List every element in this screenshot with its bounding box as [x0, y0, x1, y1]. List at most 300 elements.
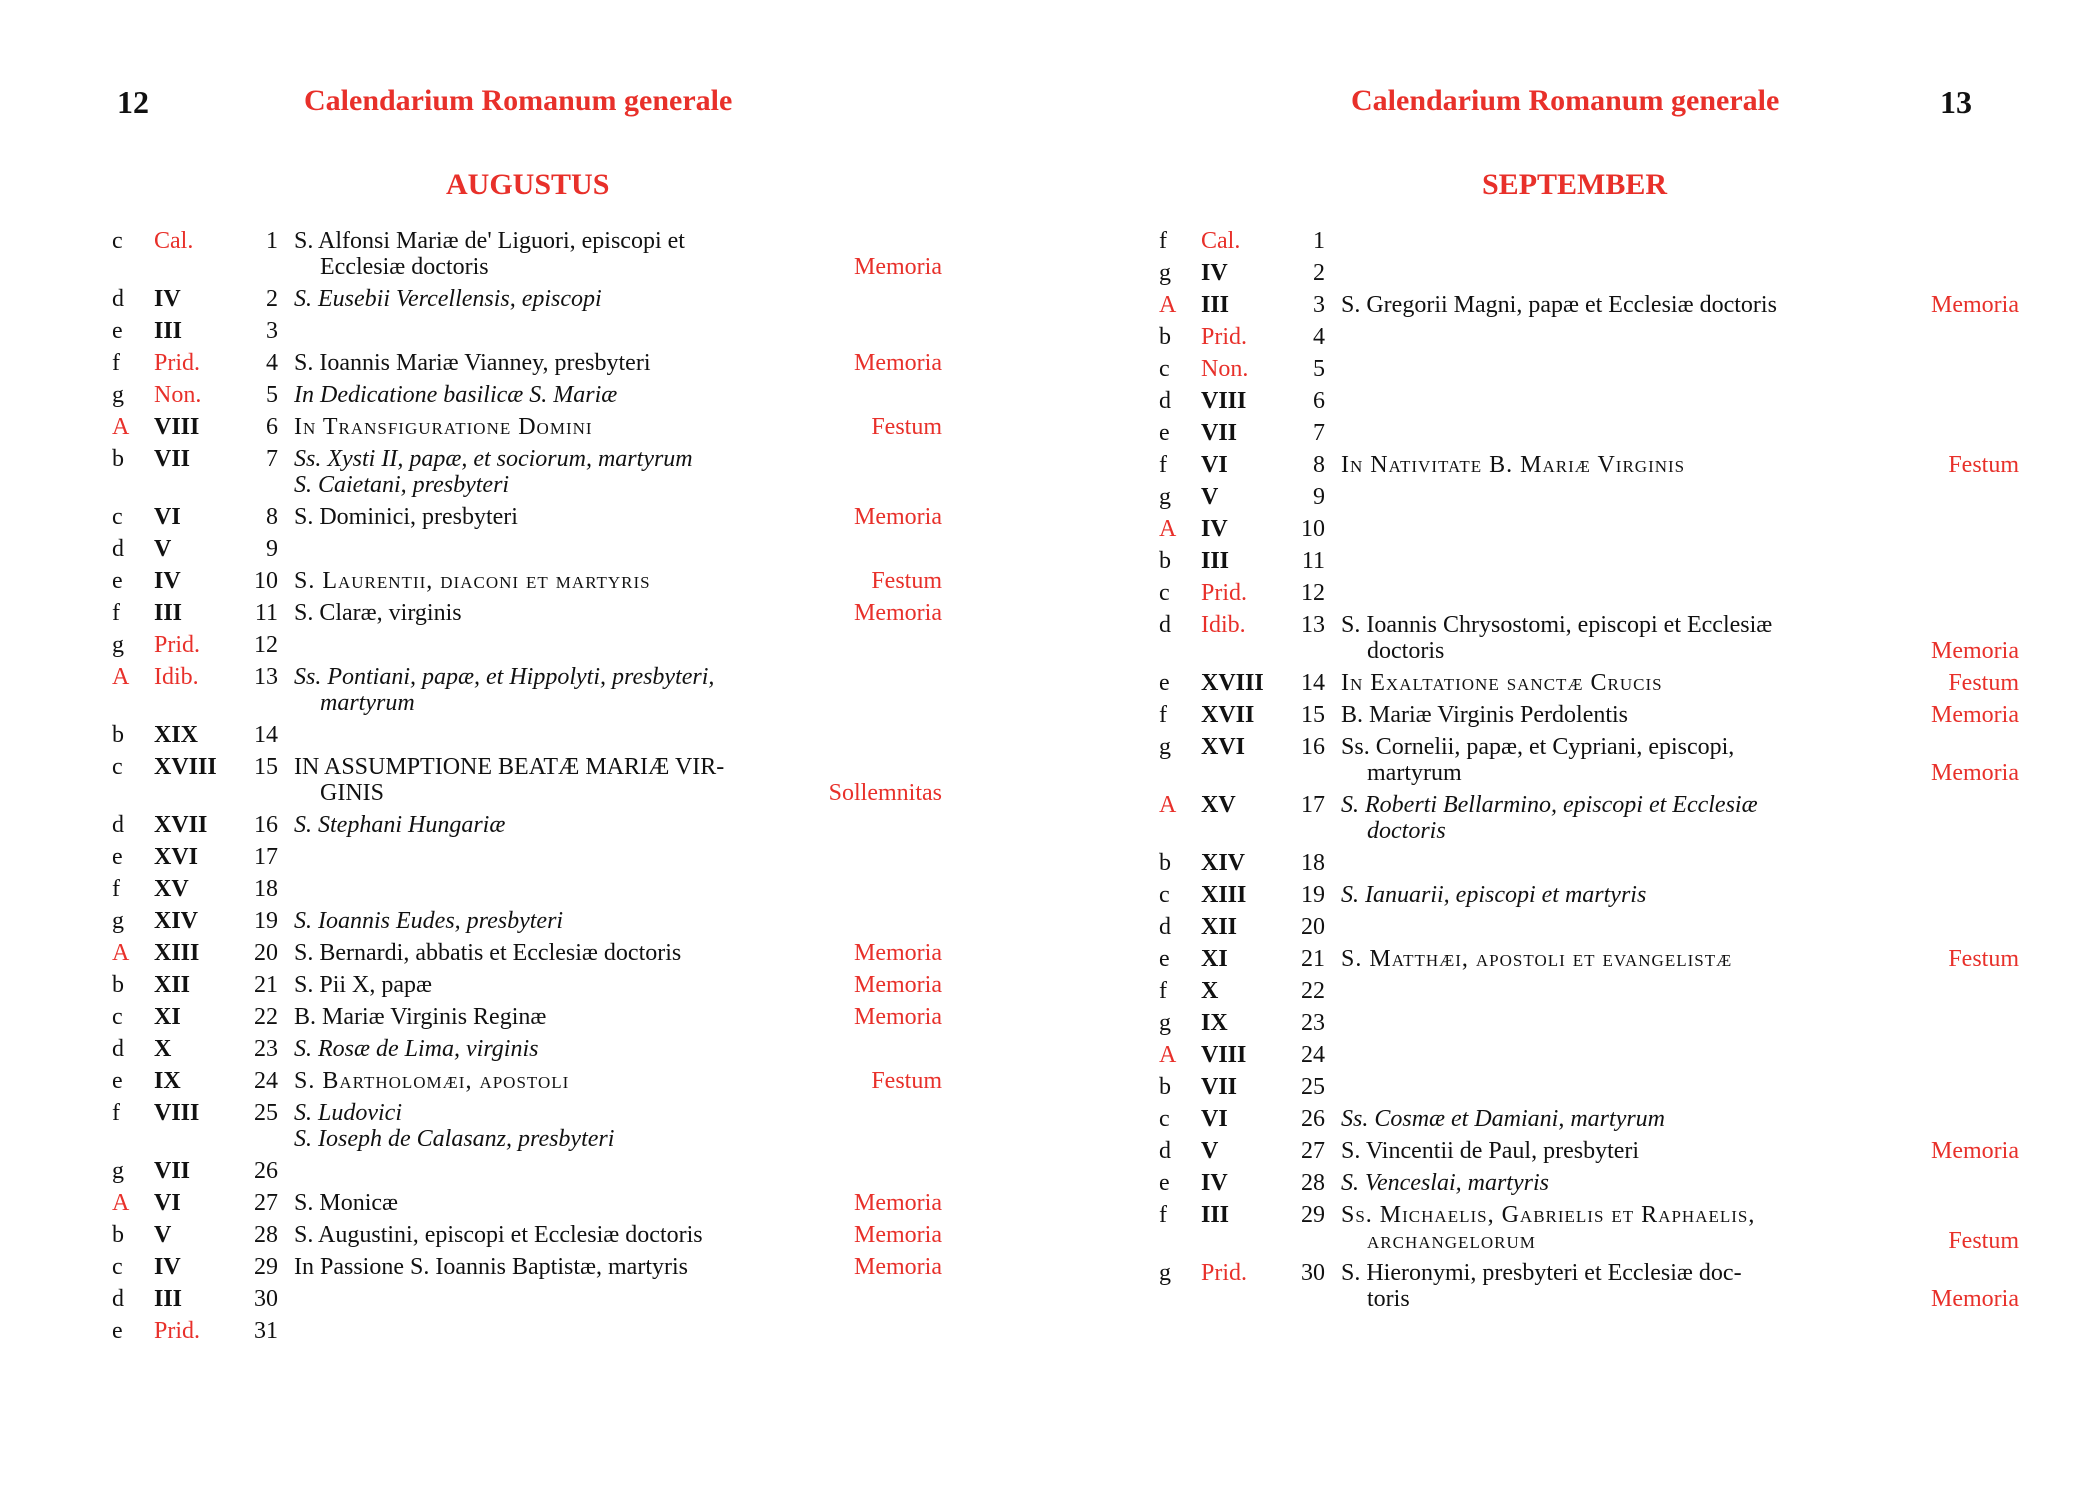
day-number: 23 — [254, 1036, 278, 1062]
dominical-letter: A — [1159, 292, 1177, 318]
rank-label: Festum — [1948, 452, 2019, 478]
calendar-row — [1159, 580, 2019, 612]
calendar-row — [1159, 792, 2019, 850]
dominical-letter: g — [112, 1158, 124, 1184]
dominical-letter: A — [112, 664, 130, 690]
celebration-line: S. Bernardi, abbatis et Ecclesiæ doctoris — [294, 940, 682, 966]
calendar-row — [112, 664, 942, 722]
roman-date: III — [154, 318, 183, 344]
day-number: 28 — [1301, 1170, 1325, 1196]
roman-date: XIII — [1201, 882, 1247, 908]
day-number: 16 — [254, 812, 278, 838]
roman-date: IX — [1201, 1010, 1228, 1036]
dominical-letter: c — [1159, 356, 1170, 382]
dominical-letter: d — [112, 1036, 124, 1062]
celebration-text — [1341, 702, 1879, 728]
calendar-row — [1159, 1138, 2019, 1170]
roman-date: IV — [154, 568, 181, 594]
dominical-letter: f — [1159, 978, 1167, 1004]
rank-label: Festum — [871, 568, 942, 594]
roman-date: VI — [154, 504, 181, 530]
day-number: 1 — [1313, 228, 1325, 254]
calendar-row — [1159, 850, 2019, 882]
roman-date: IV — [154, 1254, 181, 1280]
celebration-text — [294, 1004, 792, 1030]
celebration-text — [294, 350, 792, 376]
celebration-line: S. Pii X, papæ — [294, 972, 433, 998]
day-number: 17 — [254, 844, 278, 870]
dominical-letter: b — [1159, 850, 1171, 876]
roman-date: Prid. — [154, 350, 201, 376]
day-number: 9 — [266, 536, 278, 562]
calendar-row — [112, 1318, 942, 1350]
rank-label: Festum — [871, 414, 942, 440]
dominical-letter: f — [1159, 702, 1167, 728]
celebration-line: Ss. Cornelii, papæ, et Cypriani, episcopi, — [1341, 734, 1735, 760]
celebration-line: S. Claræ, virginis — [294, 600, 462, 626]
calendar-row — [112, 414, 942, 446]
celebration-text — [294, 1222, 792, 1248]
roman-date: XVII — [1201, 702, 1255, 728]
rank-label: Memoria — [854, 350, 942, 376]
celebration-line: S. Bartholomæi, apostoli — [294, 1068, 570, 1094]
celebration-text — [294, 504, 792, 530]
roman-date: VI — [154, 1190, 181, 1216]
roman-date: Prid. — [1201, 1260, 1248, 1286]
dominical-letter: b — [1159, 324, 1171, 350]
day-number: 18 — [1301, 850, 1325, 876]
dominical-letter: A — [112, 1190, 130, 1216]
calendar-row — [112, 876, 942, 908]
calendar-row — [1159, 670, 2019, 702]
day-number: 15 — [254, 754, 278, 780]
roman-date: VII — [154, 1158, 191, 1184]
celebration-line: doctoris — [1367, 818, 1446, 844]
dominical-letter: g — [1159, 484, 1171, 510]
celebration-line: S. Laurentii, diaconi et martyris — [294, 568, 651, 594]
roman-date: III — [154, 1286, 183, 1312]
dominical-letter: g — [1159, 1260, 1171, 1286]
calendar-row — [112, 1100, 942, 1158]
month-heading: SEPTEMBER — [1482, 168, 1668, 201]
dominical-letter: e — [1159, 420, 1170, 446]
celebration-line: S. Stephani Hungariæ — [294, 812, 506, 838]
calendar-row — [112, 722, 942, 754]
dominical-letter: g — [1159, 1010, 1171, 1036]
day-number: 10 — [254, 568, 278, 594]
rank-label: Memoria — [854, 972, 942, 998]
calendar-row — [112, 504, 942, 536]
rank-label: Festum — [1948, 670, 2019, 696]
dominical-letter: g — [1159, 734, 1171, 760]
day-number: 8 — [266, 504, 278, 530]
day-number: 18 — [254, 876, 278, 902]
celebration-line: S. Ioannis Mariæ Vianney, presbyteri — [294, 350, 651, 376]
roman-date: XVII — [154, 812, 208, 838]
calendar-row — [112, 632, 942, 664]
calendar-row — [112, 1254, 942, 1286]
celebration-text — [294, 940, 792, 966]
dominical-letter: d — [112, 812, 124, 838]
dominical-letter: f — [1159, 228, 1167, 254]
calendar-table — [1159, 228, 2019, 1318]
roman-date: X — [154, 1036, 172, 1062]
roman-date: XIX — [154, 722, 199, 748]
day-number: 20 — [254, 940, 278, 966]
dominical-letter: A — [1159, 516, 1177, 542]
day-number: 25 — [254, 1100, 278, 1126]
roman-date: VI — [1201, 452, 1228, 478]
running-title: Calendarium Romanum generale — [1351, 84, 1780, 117]
celebration-line: S. Ioseph de Calasanz, presbyteri — [294, 1126, 615, 1152]
celebration-line: S. Dominici, presbyteri — [294, 504, 518, 530]
celebration-text — [1341, 1202, 1879, 1254]
day-number: 22 — [1301, 978, 1325, 1004]
calendar-row — [1159, 702, 2019, 734]
roman-date: III — [1201, 548, 1230, 574]
day-number: 6 — [266, 414, 278, 440]
roman-date: XVIII — [154, 754, 217, 780]
celebration-line: In Dedicatione basilicæ S. Mariæ — [294, 382, 618, 408]
day-number: 4 — [266, 350, 278, 376]
day-number: 6 — [1313, 388, 1325, 414]
rank-label: Festum — [871, 1068, 942, 1094]
calendar-row — [112, 318, 942, 350]
roman-date: X — [1201, 978, 1219, 1004]
roman-date: XVI — [1201, 734, 1246, 760]
dominical-letter: c — [1159, 882, 1170, 908]
celebration-line: S. Venceslai, martyris — [1341, 1170, 1549, 1196]
celebration-line: GINIS — [320, 780, 384, 806]
celebration-text — [294, 908, 792, 934]
calendar-row — [112, 1158, 942, 1190]
roman-date: XV — [154, 876, 189, 902]
roman-date: Prid. — [154, 632, 201, 658]
day-number: 16 — [1301, 734, 1325, 760]
celebration-line: S. Rosæ de Lima, virginis — [294, 1036, 539, 1062]
calendar-row — [1159, 420, 2019, 452]
dominical-letter: e — [112, 1068, 123, 1094]
celebration-line: In Exaltatione sanctæ Crucis — [1341, 670, 1663, 696]
celebration-text — [1341, 452, 1879, 478]
roman-date: III — [1201, 292, 1230, 318]
roman-date: IV — [154, 286, 181, 312]
dominical-letter: d — [1159, 914, 1171, 940]
calendar-row — [1159, 452, 2019, 484]
calendar-row — [1159, 228, 2019, 260]
day-number: 10 — [1301, 516, 1325, 542]
rank-label: Memoria — [854, 1004, 942, 1030]
roman-date: VIII — [154, 414, 200, 440]
rank-label: Memoria — [854, 940, 942, 966]
calendar-row — [1159, 882, 2019, 914]
day-number: 30 — [254, 1286, 278, 1312]
celebration-line: S. Monicæ — [294, 1190, 399, 1216]
dominical-letter: e — [112, 568, 123, 594]
day-number: 4 — [1313, 324, 1325, 350]
celebration-line: S. Hieronymi, presbyteri et Ecclesiæ doc- — [1341, 1260, 1742, 1286]
dominical-letter: b — [112, 446, 124, 472]
rank-label: Memoria — [1931, 1286, 2019, 1312]
roman-date: XI — [1201, 946, 1228, 972]
roman-date: XIV — [154, 908, 199, 934]
dominical-letter: e — [1159, 1170, 1170, 1196]
dominical-letter: A — [1159, 1042, 1177, 1068]
celebration-line: In Nativitate B. Mariæ Virginis — [1341, 452, 1686, 478]
calendar-row — [1159, 292, 2019, 324]
dominical-letter: d — [112, 1286, 124, 1312]
dominical-letter: f — [112, 600, 120, 626]
celebration-text — [294, 972, 792, 998]
dominical-letter: f — [112, 1100, 120, 1126]
right-page — [1039, 0, 2078, 1500]
celebration-line: Ss. Xysti II, papæ, et sociorum, martyrum — [294, 446, 693, 472]
dominical-letter: d — [1159, 388, 1171, 414]
day-number: 21 — [254, 972, 278, 998]
dominical-letter: e — [1159, 670, 1170, 696]
roman-date: VII — [1201, 420, 1238, 446]
roman-date: Cal. — [154, 228, 194, 254]
celebration-text — [294, 664, 792, 716]
celebration-line: Ss. Cosmæ et Damiani, martyrum — [1341, 1106, 1666, 1132]
month-heading: AUGUSTUS — [446, 168, 610, 201]
roman-date: Prid. — [1201, 580, 1248, 606]
roman-date: XVIII — [1201, 670, 1264, 696]
celebration-line: Ss. Michaelis, Gabrielis et Raphaelis, — [1341, 1202, 1756, 1228]
celebration-line: S. Augustini, episcopi et Ecclesiæ doctoris — [294, 1222, 703, 1248]
calendar-row — [1159, 548, 2019, 580]
dominical-letter: c — [112, 228, 123, 254]
roman-date: VIII — [1201, 1042, 1247, 1068]
calendar-row — [1159, 946, 2019, 978]
celebration-text — [1341, 734, 1879, 786]
dominical-letter: c — [112, 504, 123, 530]
celebration-line: S. Gregorii Magni, papæ et Ecclesiæ doctoris — [1341, 292, 1777, 318]
rank-label: Memoria — [854, 1254, 942, 1280]
rank-label: Memoria — [1931, 292, 2019, 318]
celebration-text — [1341, 1260, 1879, 1312]
celebration-text — [294, 414, 792, 440]
roman-date: III — [1201, 1202, 1230, 1228]
celebration-line: In Transfiguratione Domini — [294, 414, 593, 440]
dominical-letter: f — [1159, 1202, 1167, 1228]
roman-date: IV — [1201, 516, 1228, 542]
celebration-text — [1341, 792, 1879, 844]
celebration-text — [294, 286, 792, 312]
roman-date: V — [154, 536, 172, 562]
celebration-line: S. Eusebii Vercellensis, episcopi — [294, 286, 602, 312]
day-number: 27 — [254, 1190, 278, 1216]
calendar-row — [112, 812, 942, 844]
roman-date: Prid. — [1201, 324, 1248, 350]
day-number: 1 — [266, 228, 278, 254]
day-number: 30 — [1301, 1260, 1325, 1286]
calendar-row — [1159, 734, 2019, 792]
day-number: 14 — [1301, 670, 1325, 696]
dominical-letter: d — [1159, 1138, 1171, 1164]
day-number: 22 — [254, 1004, 278, 1030]
page-number: 13 — [1940, 84, 1972, 120]
calendar-row — [1159, 1074, 2019, 1106]
day-number: 3 — [266, 318, 278, 344]
celebration-text — [294, 600, 792, 626]
celebration-text — [294, 1068, 792, 1094]
dominical-letter: b — [112, 972, 124, 998]
roman-date: XV — [1201, 792, 1236, 818]
celebration-line: martyrum — [320, 690, 415, 716]
calendar-row — [112, 536, 942, 568]
calendar-row — [1159, 356, 2019, 388]
day-number: 26 — [254, 1158, 278, 1184]
day-number: 5 — [266, 382, 278, 408]
roman-date: XII — [1201, 914, 1238, 940]
rank-label: Memoria — [854, 1190, 942, 1216]
rank-label: Memoria — [854, 254, 942, 280]
rank-label: Memoria — [1931, 760, 2019, 786]
day-number: 12 — [254, 632, 278, 658]
dominical-letter: c — [1159, 1106, 1170, 1132]
roman-date: XIV — [1201, 850, 1246, 876]
dominical-letter: e — [112, 318, 123, 344]
day-number: 13 — [254, 664, 278, 690]
calendar-row — [1159, 1010, 2019, 1042]
calendar-row — [1159, 612, 2019, 670]
rank-label: Memoria — [854, 504, 942, 530]
celebration-line: B. Mariæ Virginis Perdolentis — [1341, 702, 1629, 728]
roman-date: XII — [154, 972, 191, 998]
roman-date: XIII — [154, 940, 200, 966]
calendar-row — [112, 972, 942, 1004]
roman-date: VII — [154, 446, 191, 472]
celebration-text — [294, 568, 792, 594]
calendar-row — [1159, 1260, 2019, 1318]
rank-label: Festum — [1948, 1228, 2019, 1254]
celebration-text — [1341, 292, 1879, 318]
celebration-text — [294, 1100, 792, 1152]
roman-date: XVI — [154, 844, 199, 870]
page-number: 12 — [117, 84, 149, 120]
roman-date: Non. — [154, 382, 202, 408]
celebration-text — [1341, 882, 1879, 908]
roman-date: VIII — [154, 1100, 200, 1126]
calendar-row — [1159, 1170, 2019, 1202]
celebration-line: toris — [1367, 1286, 1410, 1312]
celebration-line: S. Roberti Bellarmino, episcopi et Ecclesiæ — [1341, 792, 1758, 818]
day-number: 5 — [1313, 356, 1325, 382]
rank-label: Memoria — [1931, 638, 2019, 664]
dominical-letter: b — [112, 722, 124, 748]
dominical-letter: A — [1159, 792, 1177, 818]
day-number: 11 — [1301, 548, 1325, 574]
dominical-letter: e — [112, 1318, 123, 1344]
calendar-row — [1159, 484, 2019, 516]
calendar-row — [112, 350, 942, 382]
calendar-row — [1159, 516, 2019, 548]
day-number: 29 — [1301, 1202, 1325, 1228]
celebration-text — [294, 754, 792, 806]
dominical-letter: g — [112, 908, 124, 934]
calendar-row — [1159, 1106, 2019, 1138]
calendar-row — [112, 228, 942, 286]
rank-label: Memoria — [1931, 702, 2019, 728]
dominical-letter: c — [112, 754, 123, 780]
roman-date: VII — [1201, 1074, 1238, 1100]
calendar-row — [112, 1036, 942, 1068]
dominical-letter: c — [112, 1254, 123, 1280]
dominical-letter: A — [112, 414, 130, 440]
dominical-letter: d — [112, 536, 124, 562]
day-number: 24 — [1301, 1042, 1325, 1068]
day-number: 12 — [1301, 580, 1325, 606]
celebration-text — [294, 228, 792, 280]
calendar-row — [112, 1286, 942, 1318]
day-number: 21 — [1301, 946, 1325, 972]
calendar-row — [112, 908, 942, 940]
celebration-text — [1341, 1106, 1879, 1132]
roman-date: Prid. — [154, 1318, 201, 1344]
dominical-letter: f — [112, 350, 120, 376]
roman-date: Idib. — [1201, 612, 1246, 638]
calendar-row — [112, 382, 942, 414]
calendar-row — [112, 446, 942, 504]
celebration-text — [1341, 1138, 1879, 1164]
celebration-line: archangelorum — [1367, 1228, 1536, 1254]
calendar-row — [112, 1004, 942, 1036]
celebration-line: S. Alfonsi Mariæ de' Liguori, episcopi et — [294, 228, 685, 254]
roman-date: XI — [154, 1004, 181, 1030]
running-title: Calendarium Romanum generale — [304, 84, 733, 117]
day-number: 11 — [254, 600, 278, 626]
celebration-text — [1341, 670, 1879, 696]
day-number: 19 — [254, 908, 278, 934]
day-number: 2 — [1313, 260, 1325, 286]
celebration-text — [294, 1036, 792, 1062]
celebration-line: In Passione S. Ioannis Baptistæ, martyris — [294, 1254, 688, 1280]
celebration-line: martyrum — [1367, 760, 1462, 786]
roman-date: III — [154, 600, 183, 626]
calendar-row — [112, 568, 942, 600]
day-number: 20 — [1301, 914, 1325, 940]
celebration-line: Ss. Pontiani, papæ, et Hippolyti, presbyteri, — [294, 664, 715, 690]
roman-date: V — [154, 1222, 172, 1248]
calendar-row — [112, 1222, 942, 1254]
day-number: 23 — [1301, 1010, 1325, 1036]
rank-label: Memoria — [854, 1222, 942, 1248]
celebration-text — [294, 1254, 792, 1280]
celebration-text — [1341, 946, 1879, 972]
dominical-letter: g — [112, 382, 124, 408]
day-number: 29 — [254, 1254, 278, 1280]
day-number: 24 — [254, 1068, 278, 1094]
roman-date: Non. — [1201, 356, 1249, 382]
celebration-line: S. Ioannis Eudes, presbyteri — [294, 908, 564, 934]
roman-date: IV — [1201, 260, 1228, 286]
day-number: 7 — [266, 446, 278, 472]
day-number: 7 — [1313, 420, 1325, 446]
dominical-letter: f — [1159, 452, 1167, 478]
celebration-line: IN ASSUMPTIONE BEATÆ MARIÆ VIR- — [294, 754, 725, 780]
celebration-text — [294, 1190, 792, 1216]
roman-date: V — [1201, 1138, 1219, 1164]
dominical-letter: d — [1159, 612, 1171, 638]
day-number: 15 — [1301, 702, 1325, 728]
calendar-row — [1159, 1042, 2019, 1074]
rank-label: Memoria — [1931, 1138, 2019, 1164]
celebration-text — [294, 812, 792, 838]
day-number: 19 — [1301, 882, 1325, 908]
celebration-line: B. Mariæ Virginis Reginæ — [294, 1004, 547, 1030]
celebration-line: S. Matthæi, apostoli et evangelistæ — [1341, 946, 1733, 972]
